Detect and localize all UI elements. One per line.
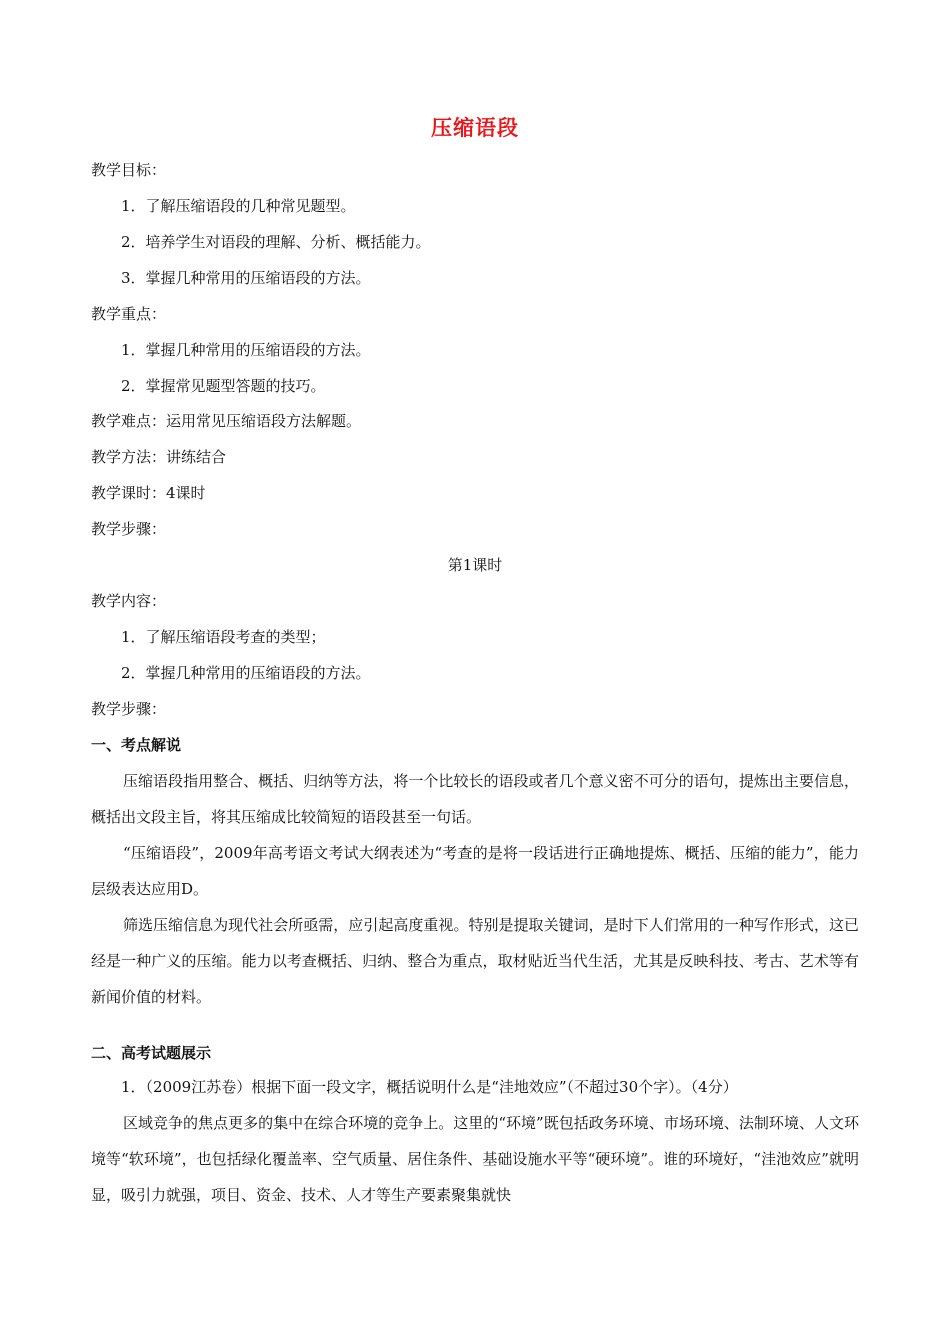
section-heading: 一、考点解说 <box>91 736 182 754</box>
passage-text: 区域竞争的焦点更多的集中在综合环境的竞争上。这里的“环境”既包括政务环境、市场环境、法制环境、人文环境等“软环境”，也包括绿化覆盖率、空气质量、居住条件、基础设施水平等“硬环境”。谁的环境好，“洼池效应”就明显，吸引力就强，项目、资金、技术、人才等生产要素聚集就快 <box>91 1114 859 1204</box>
objectives-label: 教学目标： <box>91 161 167 179</box>
content-item: 2．掌握几种常用的压缩语段的方法。 <box>121 664 371 682</box>
paragraph: “压缩语段”，2009年高考语文考试大纲表述为“考查的是将一段话进行正确地提炼、概括、压缩的能力”，能力层级表达应用D。 <box>91 844 859 898</box>
paragraph: 筛选压缩信息为现代社会所亟需，应引起高度重视。特别是提取关键词，是时下人们常用的一种写作形式，这已经是一种广义的压缩。能力以考查概括、归纳、整合为重点，取材贴近当代生活，尤其是反映科技、考古、艺术等有新闻价值的材料。 <box>91 916 859 1006</box>
document-title: 压缩语段 <box>431 116 519 140</box>
key-point-item: 2．掌握常见题型答题的技巧。 <box>121 377 326 395</box>
paragraph: 压缩语段指用整合、概括、归纳等方法，将一个比较长的语段或者几个意义密不可分的语句，提炼出主要信息，概括出文段主旨，将其压缩成比较简短的语段甚至一句话。 <box>91 772 859 826</box>
section-heading: 二、高考试题展示 <box>91 1044 212 1062</box>
content-item: 1．了解压缩语段考查的类型； <box>121 628 326 646</box>
steps-label-2: 教学步骤： <box>91 700 167 718</box>
content-label: 教学内容： <box>91 592 167 610</box>
difficulty-line: 教学难点：运用常见压缩语段方法解题。 <box>91 412 362 430</box>
hours-line: 教学课时：4课时 <box>91 484 206 502</box>
objective-item: 3．掌握几种常用的压缩语段的方法。 <box>121 269 371 287</box>
steps-label: 教学步骤： <box>91 520 167 538</box>
objective-item: 2．培养学生对语段的理解、分析、概括能力。 <box>121 233 431 251</box>
key-points-label: 教学重点： <box>91 305 167 323</box>
method-line: 教学方法：讲练结合 <box>91 448 227 466</box>
question-text: 1．（2009江苏卷）根据下面一段文字，概括说明什么是“洼地效应”（不超过30个字）。（4分） <box>121 1078 738 1096</box>
lesson-heading: 第1课时 <box>447 556 503 574</box>
objective-item: 1．了解压缩语段的几种常见题型。 <box>121 197 356 215</box>
key-point-item: 1．掌握几种常用的压缩语段的方法。 <box>121 341 371 359</box>
